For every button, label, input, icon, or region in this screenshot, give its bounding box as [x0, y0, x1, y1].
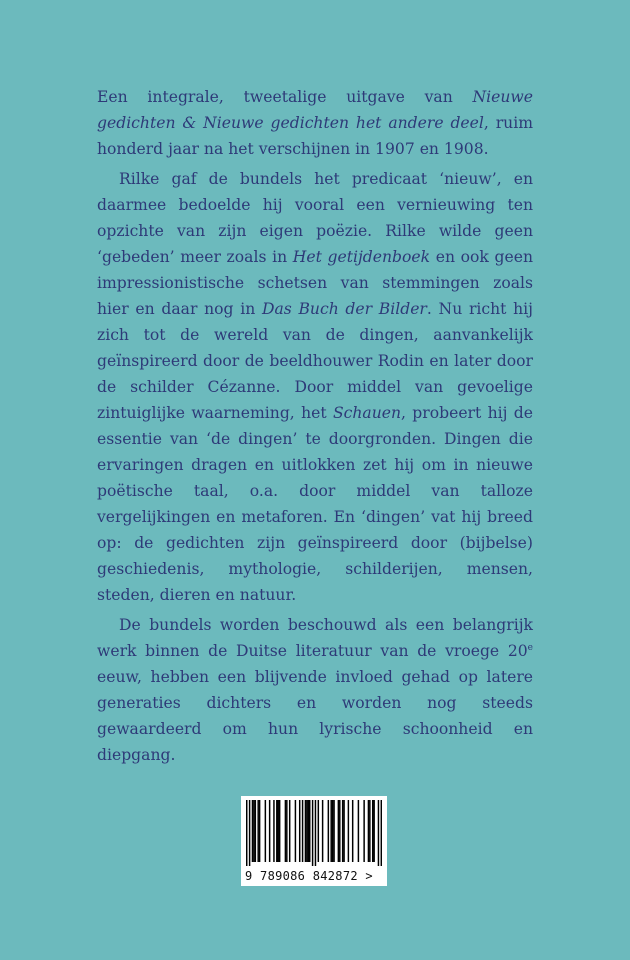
blurb-paragraph-2	[97, 166, 533, 608]
barcode-bar	[249, 800, 250, 866]
barcode-bar	[372, 800, 373, 862]
barcode-bar	[312, 800, 313, 866]
barcode-bar	[348, 800, 349, 862]
text-span: , ruim honderd jaar na het verschijnen in 1907 en 1908.	[97, 114, 533, 158]
barcode-bar	[253, 800, 254, 862]
text-span: Een integrale, tweetalige uitgave van	[97, 88, 473, 106]
text-span: , probeert hij de essentie van ‘de dingen’ te doorgronden. Dingen die ervaringen dragen en uitlokken zet hij om in nieuwe poëtische taal, o.a. door middel van talloze vergelijkingen en metaforen. En ‘dingen’ vat hij breed op: de gedichten zijn geïnspireerd door (bijbelse) geschiedenis, mythologie, schilderijen, mensen, steden, dieren en natuur.	[97, 404, 533, 604]
barcode-bar	[352, 800, 353, 862]
barcode-bar	[322, 800, 323, 862]
barcode-bar	[286, 800, 287, 862]
text-span: Rilke gaf de bundels het predicaat ‘nieuw’, en daarmee bedoelde hij vooral een vernieuwing ten opzichte van zijn eigen poëzie. Rilke wilde geen ‘gebeden’ meer zoals in	[97, 170, 533, 266]
barcode-bar	[373, 800, 374, 862]
barcode-bar	[381, 800, 382, 866]
barcode-bar	[330, 800, 331, 862]
barcode-bar	[333, 800, 334, 862]
barcode-bar	[368, 800, 369, 862]
barcode-bar	[358, 800, 359, 862]
barcode-bar	[295, 800, 296, 862]
text-span: De bundels worden beschouwd als een belangrijk werk binnen de Duitse literatuur van de vroege 20	[97, 616, 533, 660]
text-span: eeuw, hebben een blijvende invloed gehad op latere generaties dichters en worden nog steeds gewaardeerd om hun lyrische schoonheid en diepgang.	[97, 668, 533, 764]
text-span: . Nu richt hij zich tot de wereld van de dingen, aanvankelijk geïnspireerd door de beeldhouwer Rodin en later door de schilder Cézanne. Door middel van gevoelige zintuiglijke waarneming, het	[97, 300, 533, 422]
barcode-bar	[285, 800, 286, 862]
barcode-bar	[309, 800, 310, 862]
blurb-paragraph-3	[97, 612, 533, 768]
barcode-bar	[252, 800, 253, 862]
book-title: Het getijdenboek	[292, 248, 431, 266]
barcode-bar	[306, 800, 307, 862]
barcode-bar	[308, 800, 309, 862]
barcode-bars	[246, 800, 382, 866]
barcode-bar	[299, 800, 300, 862]
emphasis-term: Schauen	[332, 404, 402, 422]
barcode-bar	[369, 800, 370, 862]
blurb-paragraph-1	[97, 84, 533, 162]
barcode-bar	[378, 800, 379, 866]
book-title: Das Buch der Bilder	[261, 300, 427, 318]
barcode-bar	[332, 800, 333, 862]
book-title: Nieuwe gedichten & Nieuwe gedichten het andere deel	[97, 88, 533, 132]
barcode-bar	[342, 800, 343, 862]
barcode-bar	[339, 800, 340, 862]
barcode-bar	[276, 800, 277, 862]
barcode-bar	[363, 800, 364, 862]
barcode-bar	[255, 800, 256, 862]
isbn-barcode	[241, 796, 387, 886]
barcode-bar	[302, 800, 303, 862]
barcode-bar	[315, 800, 316, 866]
barcode-bar	[279, 800, 280, 862]
barcode-bar	[257, 800, 258, 862]
superscript: e	[527, 642, 533, 653]
text-span: en ook geen impressionistische schetsen van stemmingen zoals hier en daar nog in	[97, 248, 533, 318]
barcode-bar	[277, 800, 278, 862]
back-cover-blurb	[97, 84, 533, 772]
barcode-bar	[343, 800, 344, 862]
barcode-bar	[305, 800, 306, 862]
barcode-bar	[269, 800, 270, 862]
barcode-bar	[318, 800, 319, 862]
barcode-bar	[273, 800, 274, 862]
barcode-bar	[289, 800, 290, 862]
barcode-bar	[259, 800, 260, 862]
isbn-number: 9 789086 842872 >	[245, 869, 373, 883]
barcode-bar	[338, 800, 339, 862]
barcode-bar	[246, 800, 247, 866]
barcode-bar	[328, 800, 329, 862]
barcode-bar	[265, 800, 266, 862]
